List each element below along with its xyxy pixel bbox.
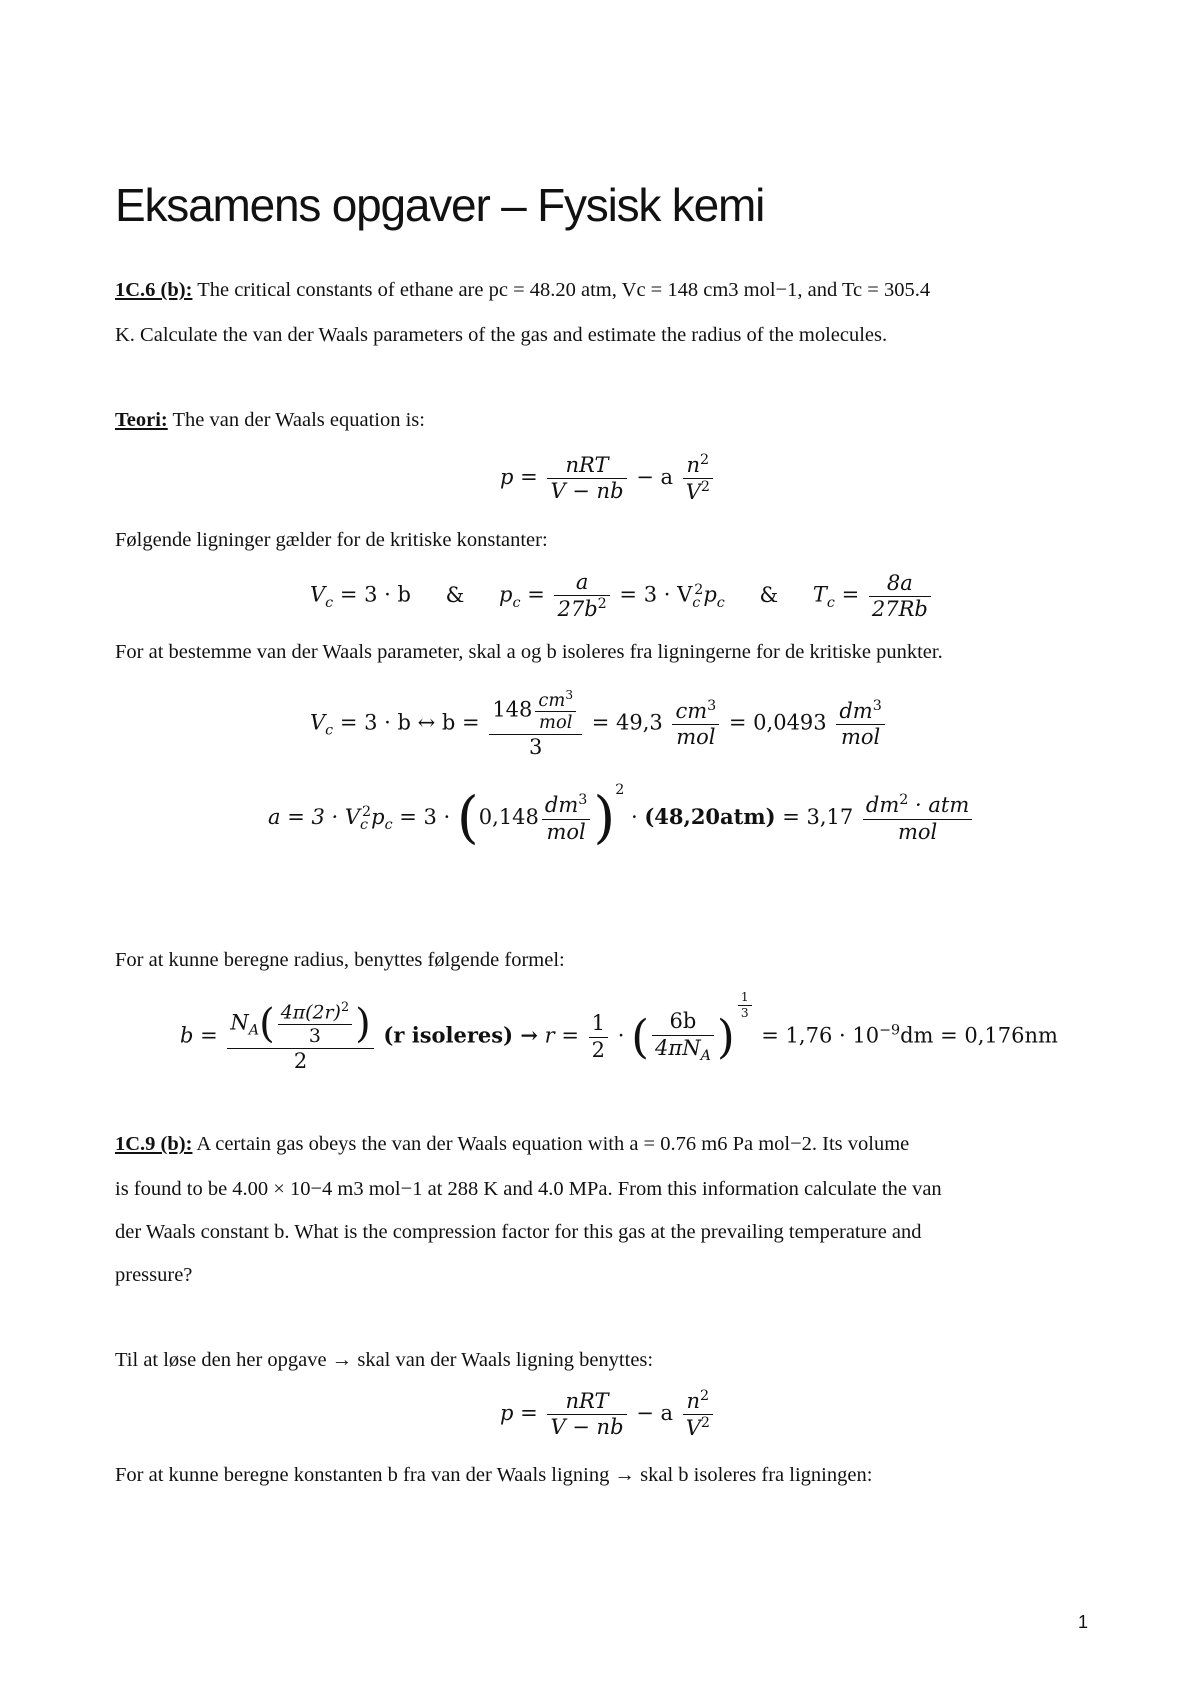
theory-text: The van der Waals equation is: — [167, 409, 425, 431]
problem-1-line-1 — [115, 268, 930, 313]
problem-1-label: 1C.6 (b): — [115, 279, 193, 301]
solve-text: Til at løse den her opgave → skal van der Waals ligning benyttes: — [115, 1349, 654, 1371]
theory-line — [115, 398, 425, 443]
problem-1-line-2: K. Calculate the van der Waals parameters of the gas and estimate the radius of the molecules. — [115, 324, 888, 346]
problem-2-text: A certain gas obeys the van der Waals equation with a = 0.76 m6 Pa mol−2. Its volume — [192, 1133, 910, 1155]
problem-2-line-2: is found to be 4.00 × 10−4 m3 mol−1 at 288 K and 4.0 MPa. From this information calculate the van — [115, 1178, 942, 1200]
critical-equations: $V_c = 3 \cdot b$ & $p_c$ = $\frac{a}{27b^2}$ = $3 \cdot V_c^2p_c$ & $T_c$ = $\frac{8a}{27Rb}$ — [310, 570, 934, 622]
vdw-equation-2: p = $\frac{\text{nRT}}{V - nb}$ − a $\frac{n^2}{V^2}$ — [500, 1388, 716, 1441]
isolate-b-text: For at kunne beregne konstanten b fra van der Waals ligning → skal b isoleres fra ligningen: — [115, 1464, 873, 1486]
radius-text: For at kunne beregne radius, benyttes følgende formel: — [115, 949, 565, 971]
isolate-text: For at bestemme van der Waals parameter, skal a og b isoleres fra ligningerne for de kritiske punkter. — [115, 641, 943, 663]
problem-2-label: 1C.9 (b): — [115, 1133, 193, 1155]
page-title: Eksamens opgaver – Fysisk kemi — [115, 179, 765, 231]
problem-1-text: The critical constants of ethane are pc = 48.20 atm, Vc = 148 cm3 mol−1, and Tc = 305.4 — [192, 279, 931, 301]
b-calculation: $V_c = 3 \cdot b$ ↔ b = 148 $\frac{cm^3}{\text{mol}}$ 3 = 49,3 $\frac{cm^3}{\text{mol}}$ = 0,0493 $\frac{dm^3}{\text{mol}}$ — [310, 688, 888, 760]
critical-constants-text: Følgende ligninger gælder for de kritiske konstanter: — [115, 529, 548, 551]
problem-2-line-3: der Waals constant b. What is the compression factor for this gas at the prevailing temperature and — [115, 1221, 922, 1243]
radius-equation: b = $N_A$( $\frac{4\pi(2r)^2}{3}$ ) 2 (r isoleres) → r = $\frac{1}{2}$ · ( $\frac{6b}{4\pi N_A}$ ) $\frac{1}{3}$ = $1,76 \cdot 10^{-9}dm = 0,176nm$ — [180, 990, 1058, 1073]
a-calculation: $a = 3 \cdot V_c^2p_c = 3 \cdot (0,148$ $\frac{dm^3}{\text{mol}}$ )$^2$ · (48,20atm) = 3,17 $\frac{dm^2 \cdot atm}{\text{mol}}$ — [268, 782, 975, 845]
page-number: 1 — [1078, 1612, 1089, 1632]
theory-label: Teori: — [115, 409, 168, 431]
problem-2-line-4: pressure? — [115, 1264, 193, 1286]
vdw-equation: p = $\frac{\text{nRT}}{V - nb}$ − a $\frac{n^2}{V^2}$ — [500, 452, 716, 505]
problem-2-line-1 — [115, 1122, 909, 1167]
